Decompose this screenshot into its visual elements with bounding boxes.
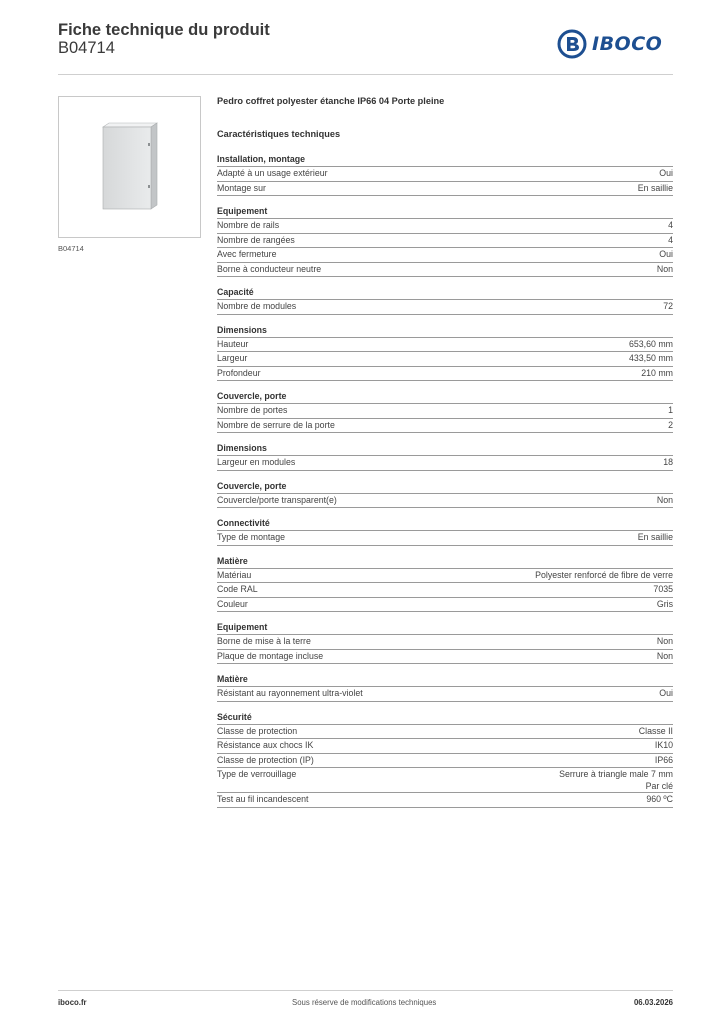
spec-value xyxy=(655,739,673,751)
spec-group xyxy=(217,286,673,315)
spec-row xyxy=(217,754,673,769)
spec-label: Avec fermeture xyxy=(217,249,277,259)
spec-row xyxy=(217,367,673,382)
spec-value-line: Non xyxy=(656,494,673,505)
spec-value xyxy=(663,456,673,468)
footer-website: iboco.fr xyxy=(58,998,87,1007)
spec-group-title: Connectivité xyxy=(217,517,673,531)
spec-row xyxy=(217,167,673,182)
spec-group xyxy=(217,555,673,613)
spec-row xyxy=(217,300,673,315)
spec-label: Couleur xyxy=(217,598,248,609)
spec-row xyxy=(217,456,673,471)
spec-value-line: Oui xyxy=(659,168,673,178)
spec-value-line: Non xyxy=(656,650,673,661)
spec-value-line: 7035 xyxy=(653,584,673,594)
spec-value-line: Non xyxy=(656,636,673,646)
spec-row xyxy=(217,219,673,234)
spec-value-line: En saillie xyxy=(637,182,673,193)
spec-value xyxy=(657,635,673,647)
spec-value xyxy=(657,263,673,275)
spec-value xyxy=(638,531,673,543)
spec-label: Nombre de rails xyxy=(217,220,280,230)
spec-value-line: Classe II xyxy=(638,725,673,736)
spec-group-title: Matière xyxy=(217,555,673,569)
product-code: B04714 xyxy=(58,39,115,57)
spec-group-title: Couvercle, porte xyxy=(217,480,673,494)
spec-value xyxy=(629,352,673,364)
spec-value xyxy=(659,167,673,179)
spec-group-title: Installation, montage xyxy=(217,153,673,167)
footer-date: 06.03.2026 xyxy=(633,998,673,1007)
spec-label: Adapté à un usage extérieur xyxy=(217,168,328,178)
spec-label: Hauteur xyxy=(217,338,249,349)
spec-value xyxy=(629,338,673,350)
footer-disclaimer: Sous réserve de modifications techniques xyxy=(292,998,437,1007)
spec-label: Nombre de portes xyxy=(217,405,288,415)
spec-label: Largeur xyxy=(217,353,248,363)
spec-value-line: 4 xyxy=(668,220,673,230)
spec-label: Borne à conducteur neutre xyxy=(217,263,322,274)
spec-row xyxy=(217,248,673,263)
spec-group xyxy=(217,621,673,664)
spec-row xyxy=(217,531,673,546)
spec-row xyxy=(217,494,673,509)
spec-value-line: 2 xyxy=(668,419,673,430)
spec-label: Matériau xyxy=(217,569,252,580)
spec-value xyxy=(659,687,673,699)
spec-value xyxy=(657,650,673,662)
spec-row xyxy=(217,768,673,793)
spec-group xyxy=(217,324,673,382)
spec-groups xyxy=(217,153,673,808)
spec-label: Type de montage xyxy=(217,532,285,542)
spec-label: Nombre de modules xyxy=(217,301,297,311)
spec-row xyxy=(217,352,673,367)
spec-value xyxy=(668,404,673,416)
spec-row xyxy=(217,739,673,754)
spec-content xyxy=(217,95,673,808)
spec-value-line: Oui xyxy=(659,249,673,259)
spec-label: Classe de protection xyxy=(217,725,298,736)
spec-value-line: Gris xyxy=(656,598,673,609)
spec-row xyxy=(217,419,673,434)
spec-value xyxy=(668,419,673,431)
spec-group xyxy=(217,517,673,546)
spec-value-line: Serrure à triangle male 7 mm xyxy=(559,769,673,779)
spec-value xyxy=(657,494,673,506)
spec-group-title: Equipement xyxy=(217,205,673,219)
spec-value xyxy=(668,234,673,246)
spec-label: Résistant au rayonnement ultra-violet xyxy=(217,688,363,698)
spec-value-line: 72 xyxy=(663,301,673,311)
spec-group xyxy=(217,711,673,808)
spec-value xyxy=(655,754,673,766)
spec-label: Plaque de montage incluse xyxy=(217,650,324,661)
spec-group xyxy=(217,153,673,196)
spec-value xyxy=(639,725,673,737)
spec-label: Nombre de rangées xyxy=(217,234,295,245)
image-caption: B04714 xyxy=(58,244,84,253)
spec-row xyxy=(217,569,673,584)
spec-row xyxy=(217,793,673,808)
spec-label: Classe de protection (IP) xyxy=(217,754,314,765)
spec-value xyxy=(657,598,673,610)
spec-value-line: 18 xyxy=(663,457,673,467)
spec-value xyxy=(559,768,673,792)
spec-row xyxy=(217,725,673,740)
footer-divider xyxy=(58,990,673,991)
spec-label: Résistance aux chocs IK xyxy=(217,740,314,750)
product-title: Pedro coffret polyester étanche IP66 04 Porte pleine xyxy=(217,96,445,106)
spec-group-title: Couvercle, porte xyxy=(217,390,673,404)
page-title: Fiche technique du produit xyxy=(58,21,270,39)
brand-logo-text: IBOCO xyxy=(592,33,663,55)
spec-value-line: Oui xyxy=(659,688,673,698)
header-divider xyxy=(58,74,673,75)
spec-group-title: Equipement xyxy=(217,621,673,635)
spec-row xyxy=(217,404,673,419)
spec-value xyxy=(663,300,673,312)
spec-row xyxy=(217,635,673,650)
enclosure-illustration xyxy=(59,97,200,237)
spec-value-line: Non xyxy=(656,263,673,274)
spec-value xyxy=(653,583,673,595)
spec-label: Couvercle/porte transparent(e) xyxy=(217,494,337,505)
spec-row xyxy=(217,234,673,249)
spec-value-line: IK10 xyxy=(654,740,673,750)
brand-logo xyxy=(557,27,675,61)
spec-value-line: 4 xyxy=(668,234,673,245)
spec-row xyxy=(217,263,673,278)
spec-label: Borne de mise à la terre xyxy=(217,636,311,646)
spec-value xyxy=(535,569,673,581)
section-heading: Caractéristiques techniques xyxy=(217,129,341,139)
spec-value-line: Par clé xyxy=(645,781,673,791)
spec-value-line: 433,50 mm xyxy=(628,353,673,363)
spec-group xyxy=(217,480,673,509)
spec-label: Code RAL xyxy=(217,584,258,594)
spec-group-title: Capacité xyxy=(217,286,673,300)
spec-group-title: Dimensions xyxy=(217,442,673,456)
spec-value-line: 960 ºC xyxy=(646,794,673,804)
spec-label: Montage sur xyxy=(217,182,266,193)
spec-row xyxy=(217,338,673,353)
spec-value-line: Polyester renforcé de fibre de verre xyxy=(535,569,673,580)
spec-value-line: 653,60 mm xyxy=(628,338,673,349)
spec-value-line: IP66 xyxy=(654,754,673,765)
spec-value xyxy=(668,219,673,231)
spec-value xyxy=(641,367,673,379)
spec-group-title: Dimensions xyxy=(217,324,673,338)
spec-group xyxy=(217,673,673,702)
spec-value xyxy=(659,248,673,260)
spec-group xyxy=(217,442,673,471)
spec-group-title: Sécurité xyxy=(217,711,673,725)
spec-value xyxy=(638,182,673,194)
spec-row xyxy=(217,687,673,702)
spec-value-line: 1 xyxy=(668,405,673,415)
spec-group xyxy=(217,205,673,277)
spec-row xyxy=(217,583,673,598)
spec-value-line: 210 mm xyxy=(641,367,673,378)
brand-logo-icon xyxy=(557,29,587,59)
spec-value xyxy=(646,793,673,805)
spec-group xyxy=(217,390,673,433)
spec-label: Largeur en modules xyxy=(217,457,296,467)
spec-label: Profondeur xyxy=(217,367,261,378)
spec-row xyxy=(217,598,673,613)
spec-label: Type de verrouillage xyxy=(217,769,297,779)
spec-label: Nombre de serrure de la porte xyxy=(217,419,335,430)
product-image xyxy=(58,96,201,238)
spec-row xyxy=(217,650,673,665)
spec-group-title: Matière xyxy=(217,673,673,687)
spec-label: Test au fil incandescent xyxy=(217,794,309,804)
spec-row xyxy=(217,182,673,197)
spec-value-line: En saillie xyxy=(637,532,673,542)
